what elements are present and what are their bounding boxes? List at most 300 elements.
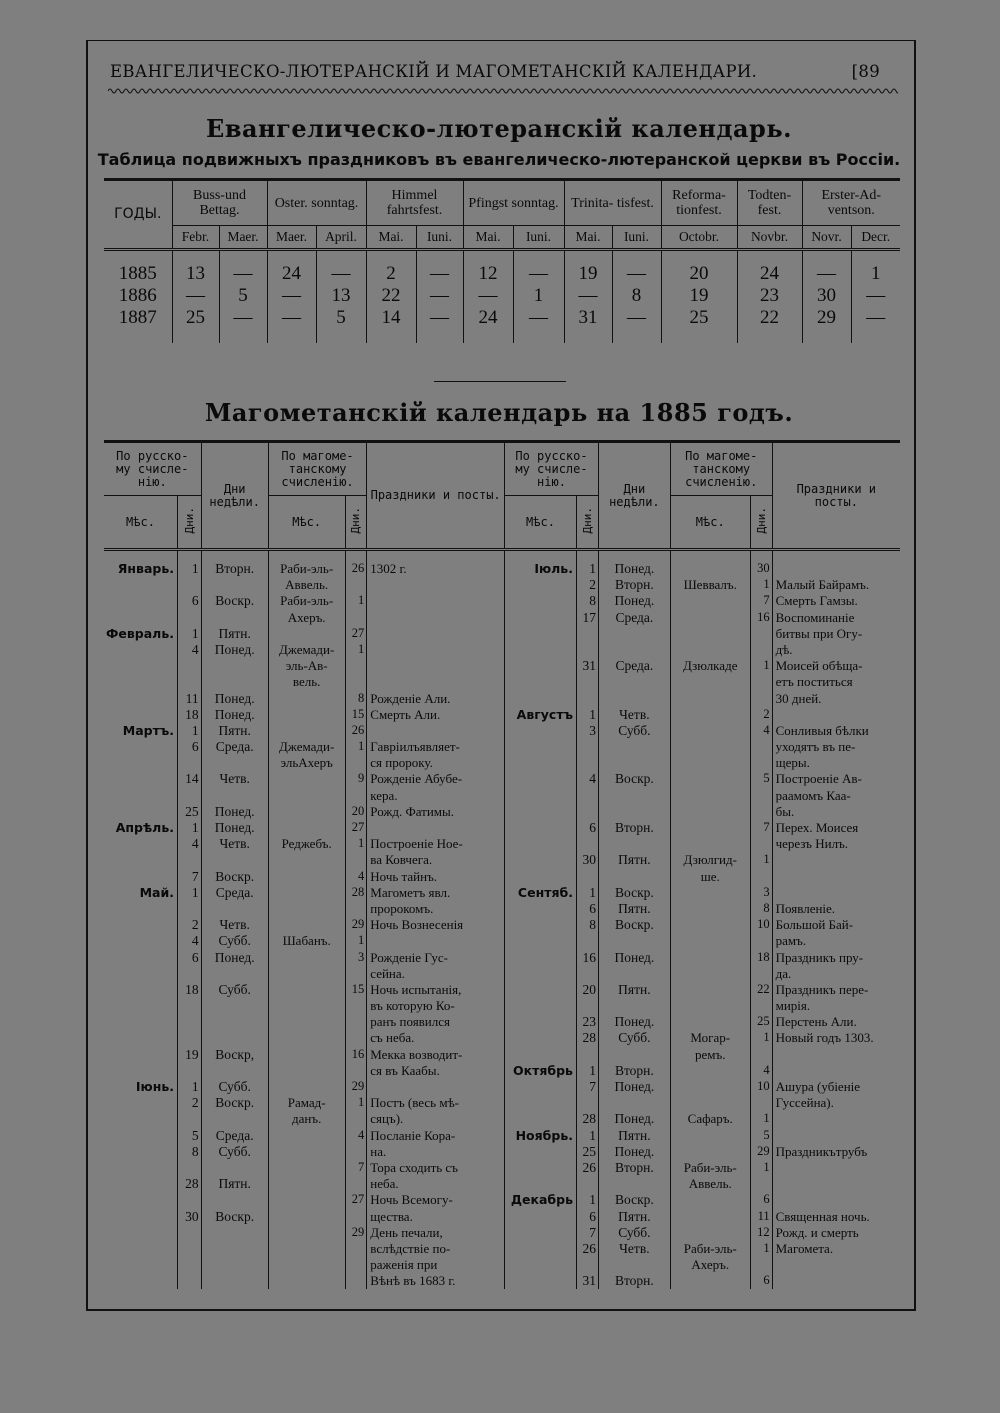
weekday-cell: Воскр. (201, 869, 268, 885)
calendar-row (505, 723, 901, 739)
muslim-day-cell (750, 674, 772, 690)
feast-cell: мирія. (772, 998, 900, 1014)
feast-cell: Постъ (весь мѣ- (367, 1095, 504, 1111)
date-cell: 2 (366, 263, 416, 285)
muslim-month-cell: Раби-эль- (268, 593, 345, 609)
muslim-day-cell: 1 (345, 836, 367, 852)
russian-month-cell (505, 642, 577, 658)
muslim-day-cell: 16 (345, 1047, 367, 1063)
weekday-cell (201, 610, 268, 626)
feast-cell: Ночь Всемогу- (367, 1192, 504, 1208)
russian-month-cell (104, 788, 177, 804)
year-row (104, 307, 900, 329)
feast-cell: дѣ. (772, 642, 900, 658)
russian-day-cell (576, 755, 598, 771)
year-row (104, 263, 900, 285)
russian-month-cell (104, 1176, 177, 1192)
russian-day-cell (576, 869, 598, 885)
russian-month-cell (104, 950, 177, 966)
weekday-cell (201, 788, 268, 804)
weekday-cell (598, 933, 670, 949)
russian-day-cell (576, 642, 598, 658)
russian-month-cell (505, 674, 577, 690)
calendar-row (505, 966, 901, 982)
calendar-row (505, 836, 901, 852)
feast-group-header: Erster-Ad- ventson. (802, 180, 900, 226)
feast-cell: Праздникъ пру- (772, 950, 900, 966)
russian-month-cell (505, 950, 577, 966)
russian-month-cell (505, 1030, 577, 1046)
muslim-month-cell (670, 933, 750, 949)
russian-day-cell: 19 (177, 1047, 201, 1063)
calendar-row (505, 901, 901, 917)
muslim-month-cell (268, 1014, 345, 1030)
muslim-month-cell (268, 852, 345, 868)
muslim-month-cell (268, 966, 345, 982)
calendar-row (505, 1257, 901, 1273)
muslim-month-cell: вель. (268, 674, 345, 690)
weekday-cell: Субб. (201, 933, 268, 949)
russian-month-cell (104, 917, 177, 933)
date-cell: 13 (316, 285, 366, 307)
muslim-month-cell: Аввель. (268, 577, 345, 593)
feast-cell: Появленіе. (772, 901, 900, 917)
russian-month-cell: Февраль. (106, 625, 174, 641)
russian-month-cell (104, 901, 177, 917)
muslim-month-cell (268, 1241, 345, 1257)
muslim-month-cell: Джемади- (268, 739, 345, 755)
muslim-month-cell: Дзюлгид- (670, 852, 750, 868)
calendar-row (505, 1128, 901, 1144)
calendar-row (505, 1241, 901, 1257)
russian-month-cell (104, 1014, 177, 1030)
feast-cell (772, 869, 900, 885)
calendar-row (104, 804, 504, 820)
weekday-cell (598, 674, 670, 690)
weekday-cell (598, 1257, 670, 1273)
header-days: Дни. (345, 496, 367, 550)
calendar-row (505, 1273, 901, 1289)
russian-month-cell (104, 869, 177, 885)
russian-day-cell: 1 (576, 1128, 598, 1144)
russian-day-cell (576, 1047, 598, 1063)
muslim-month-cell (670, 1095, 750, 1111)
weekday-cell (598, 755, 670, 771)
calendar-row (505, 998, 901, 1014)
weekday-cell (598, 1047, 670, 1063)
muslim-month-cell (670, 1063, 750, 1079)
weekday-cell: Среда. (598, 658, 670, 674)
calendar-row (505, 1095, 901, 1111)
muslim-day-cell (750, 998, 772, 1014)
muslim-day-cell: 20 (345, 804, 367, 820)
muslim-month-cell (268, 1209, 345, 1225)
russian-month-cell (505, 804, 577, 820)
muslim-month-cell (670, 885, 750, 901)
muslim-day-cell: 29 (345, 1225, 367, 1241)
russian-month-cell (104, 1209, 177, 1225)
calendar-row (505, 1209, 901, 1225)
feast-cell: 30 дней. (772, 691, 900, 707)
muslim-day-cell (750, 788, 772, 804)
muslim-day-cell (345, 1273, 367, 1289)
calendar-row (505, 577, 901, 593)
date-cell: — (219, 307, 267, 329)
weekday-cell: Четв. (598, 707, 670, 723)
russian-month-cell (505, 1111, 577, 1127)
muslim-month-cell (268, 820, 345, 836)
weekday-cell (598, 966, 670, 982)
date-cell: 12 (463, 263, 513, 285)
russian-day-cell: 17 (576, 610, 598, 626)
month-header: Mai. (463, 226, 513, 250)
weekday-cell (598, 836, 670, 852)
month-header: Mai. (564, 226, 612, 250)
muslim-day-cell: 6 (750, 1273, 772, 1289)
russian-month-cell (104, 755, 177, 771)
calendar-row (104, 1144, 504, 1160)
russian-month-cell (104, 707, 177, 723)
calendar-row (104, 1241, 504, 1257)
muslim-month-cell (670, 691, 750, 707)
header-muslim-count: По магоме- танскому счисленію. (670, 442, 772, 496)
calendar-row (505, 561, 901, 577)
running-head-title: ЕВАНГЕЛИЧЕСКО-ЛЮТЕРАНСКІЙ И МАГОМЕТАНСКІЙ КАЛЕНДАРИ. (110, 62, 758, 81)
month-header: Iuni. (612, 226, 661, 250)
russian-day-cell (177, 1063, 201, 1079)
weekday-cell: Четв. (201, 771, 268, 787)
feast-cell (367, 593, 504, 609)
russian-day-cell (177, 966, 201, 982)
russian-day-cell (576, 1095, 598, 1111)
russian-day-cell: 7 (576, 1079, 598, 1095)
russian-month-cell (505, 577, 577, 593)
russian-day-cell: 3 (576, 723, 598, 739)
header-muslim-count: По магоме- танскому счисленію. (268, 442, 367, 496)
muslim-month-cell (268, 804, 345, 820)
russian-day-cell: 6 (576, 901, 598, 917)
calendar-row (505, 885, 901, 901)
feast-cell: щеры. (772, 755, 900, 771)
muslim-day-cell (750, 804, 772, 820)
feast-group-header: Todten- fest. (737, 180, 802, 226)
muslim-month-cell (268, 917, 345, 933)
weekday-cell (201, 658, 268, 674)
russian-day-cell: 8 (177, 1144, 201, 1160)
muslim-day-cell (345, 1144, 367, 1160)
russian-month-cell (505, 933, 577, 949)
muslim-month-cell: эль-Ав- (268, 658, 345, 674)
feast-cell: Вѣнѣ въ 1683 г. (367, 1273, 504, 1289)
russian-month-cell (505, 593, 577, 609)
muslim-day-cell: 1 (750, 1030, 772, 1046)
russian-month-cell (505, 998, 577, 1014)
weekday-cell: Понед. (201, 707, 268, 723)
muslim-day-cell (750, 1257, 772, 1273)
russian-day-cell (576, 739, 598, 755)
russian-month-cell: Декабрь (505, 1192, 577, 1208)
russian-month-cell (505, 610, 577, 626)
feast-cell (772, 1111, 900, 1127)
muslim-month-cell: Ахеръ. (268, 610, 345, 626)
muslim-month-cell (268, 1079, 345, 1095)
russian-day-cell (177, 998, 201, 1014)
feast-cell: Рожденіе Гус- (367, 950, 504, 966)
russian-day-cell (576, 674, 598, 690)
muslim-month-cell (670, 966, 750, 982)
feast-cell: Рожденіе Абубе- (367, 771, 504, 787)
russian-month-cell (104, 1192, 177, 1208)
muslim-month-cell (670, 917, 750, 933)
muslim-day-cell: 18 (750, 950, 772, 966)
feast-cell: битвы при Огу- (772, 626, 900, 642)
muslim-day-cell: 8 (750, 901, 772, 917)
russian-month-cell (104, 1241, 177, 1257)
date-cell: — (416, 285, 463, 307)
calendar-row (505, 707, 901, 723)
feast-cell: на. (367, 1144, 504, 1160)
russian-month-cell (104, 691, 177, 707)
russian-month-cell (505, 1209, 577, 1225)
muslim-month-cell (268, 885, 345, 901)
russian-month-cell (505, 626, 577, 642)
calendar-row (505, 788, 901, 804)
calendar-row (104, 917, 504, 933)
header-weekday: Дни недѣли. (598, 442, 670, 550)
feast-cell: Магометъ явл. (367, 885, 504, 901)
weekday-cell: Четв. (598, 1241, 670, 1257)
feast-group-header: Reforma- tionfest. (661, 180, 737, 226)
month-header: Maer. (219, 226, 267, 250)
muslim-day-cell: 12 (750, 1225, 772, 1241)
muslim-day-cell: 1 (750, 1241, 772, 1257)
date-cell: — (513, 263, 564, 285)
weekday-cell: Пятн. (598, 1128, 670, 1144)
calendar-row (104, 966, 504, 982)
date-cell: — (267, 285, 316, 307)
wavy-rule (108, 86, 898, 96)
muslim-day-cell: 26 (345, 561, 367, 577)
weekday-cell (598, 804, 670, 820)
russian-day-cell: 1 (177, 1079, 201, 1095)
muslim-day-cell: 1 (750, 577, 772, 593)
russian-day-cell (576, 804, 598, 820)
feast-cell: Праздникъ пере- (772, 982, 900, 998)
russian-month-cell (505, 901, 577, 917)
calendar-row (104, 1225, 504, 1241)
month-header: Iuni. (513, 226, 564, 250)
muslim-month-cell (670, 788, 750, 804)
russian-day-cell: 6 (576, 1209, 598, 1225)
feast-cell (367, 723, 504, 739)
muslim-day-cell: 5 (750, 771, 772, 787)
calendar-row (505, 804, 901, 820)
muslim-day-cell (345, 1241, 367, 1257)
weekday-cell: Вторн. (201, 561, 268, 577)
feast-cell: Перех. Моисея (772, 820, 900, 836)
weekday-cell: Понед. (201, 642, 268, 658)
header-month: Мѣс. (505, 496, 577, 550)
muslim-day-cell (750, 1095, 772, 1111)
muslim-month-cell: Сафаръ. (670, 1111, 750, 1127)
date-cell: — (219, 263, 267, 285)
calendar-row (104, 755, 504, 771)
russian-month-cell: Іюль. (505, 561, 577, 577)
russian-month-cell (505, 755, 577, 771)
russian-month-cell (104, 1063, 177, 1079)
russian-month-cell (104, 658, 177, 674)
russian-month-cell (505, 1144, 577, 1160)
russian-day-cell: 1 (177, 723, 201, 739)
muslim-day-cell: 7 (345, 1160, 367, 1176)
feast-cell: Рожд. Фатимы. (367, 804, 504, 820)
muslim-day-cell: 1 (345, 933, 367, 949)
muslim-day-cell (750, 1047, 772, 1063)
muslim-day-cell: 15 (345, 982, 367, 998)
muslim-month-cell (268, 1225, 345, 1241)
russian-day-cell (177, 1160, 201, 1176)
muslim-month-cell (670, 901, 750, 917)
weekday-cell (201, 674, 268, 690)
weekday-cell: Субб. (201, 1079, 268, 1095)
date-cell: 25 (661, 307, 737, 329)
header-days: Дни. (750, 496, 772, 550)
weekday-cell: Воскр, (201, 1047, 268, 1063)
muslim-month-cell (670, 1209, 750, 1225)
calendar-row (104, 788, 504, 804)
russian-day-cell: 26 (576, 1160, 598, 1176)
feast-cell: Сонливыя бѣлки (772, 723, 900, 739)
muslim-day-cell (345, 788, 367, 804)
date-cell: 19 (661, 285, 737, 307)
date-cell: 22 (737, 307, 802, 329)
muslim-day-cell (345, 1030, 367, 1046)
calendar-row (505, 1225, 901, 1241)
weekday-cell (598, 869, 670, 885)
year-cell: 1886 (118, 285, 157, 306)
feast-cell: Гуссейна). (772, 1095, 900, 1111)
russian-month-cell (505, 917, 577, 933)
calendar-row (104, 836, 504, 852)
russian-day-cell: 1 (576, 1192, 598, 1208)
russian-day-cell: 2 (177, 917, 201, 933)
russian-month-cell (505, 723, 577, 739)
weekday-cell: Вторн. (598, 1273, 670, 1289)
muslim-month-cell: Рамад- (268, 1095, 345, 1111)
feast-cell: етъ поститься (772, 674, 900, 690)
muslim-month-cell: Аввель. (670, 1176, 750, 1192)
year-row (104, 285, 900, 307)
muslim-day-cell (750, 626, 772, 642)
calendar-row (104, 852, 504, 868)
date-cell: 14 (366, 307, 416, 329)
calendar-row (104, 1111, 504, 1127)
weekday-cell: Понед. (598, 561, 670, 577)
date-cell: 8 (612, 285, 661, 307)
muslim-month-cell (268, 950, 345, 966)
weekday-cell (201, 901, 268, 917)
muslim-day-cell: 4 (345, 1128, 367, 1144)
muslim-day-cell (750, 691, 772, 707)
muslim-day-cell: 1 (345, 642, 367, 658)
muslim-month-cell (268, 1273, 345, 1289)
weekday-cell: Среда. (598, 610, 670, 626)
muslim-month-cell (268, 982, 345, 998)
calendar-row (104, 820, 504, 836)
calendar-row (104, 610, 504, 626)
calendar-row (104, 1095, 504, 1111)
feast-cell: ва Ковчега. (367, 852, 504, 868)
muslim-day-cell (345, 1257, 367, 1273)
russian-day-cell (576, 1257, 598, 1273)
russian-month-cell (104, 836, 177, 852)
russian-day-cell: 6 (177, 593, 201, 609)
date-cell: — (463, 285, 513, 307)
feast-cell: Праздникътрубъ (772, 1144, 900, 1160)
russian-day-cell (177, 1014, 201, 1030)
feast-cell: раамомъ Каа- (772, 788, 900, 804)
date-cell: — (267, 307, 316, 329)
muslim-month-cell: Раби-эль- (670, 1160, 750, 1176)
muslim-month-cell (670, 626, 750, 642)
muslim-month-cell (670, 1144, 750, 1160)
muslim-day-cell (750, 1176, 772, 1192)
russian-month-cell (104, 1047, 177, 1063)
muslim-month-cell (268, 1030, 345, 1046)
russian-month-cell (104, 593, 177, 609)
russian-day-cell: 31 (576, 658, 598, 674)
feast-cell (367, 820, 504, 836)
calendar-row (505, 642, 901, 658)
russian-day-cell: 4 (177, 836, 201, 852)
feast-cell: Тора сходить съ (367, 1160, 504, 1176)
weekday-cell: Среда. (201, 739, 268, 755)
header-russian-count: По русско- му счисле- нію. (505, 442, 599, 496)
calendar-row (505, 917, 901, 933)
russian-day-cell (177, 1257, 201, 1273)
calendar-row (104, 1014, 504, 1030)
weekday-cell (201, 1273, 268, 1289)
feast-cell (772, 1047, 900, 1063)
muslim-day-cell: 16 (750, 610, 772, 626)
muslim-day-cell (345, 610, 367, 626)
russian-month-cell (505, 1095, 577, 1111)
russian-day-cell: 4 (576, 771, 598, 787)
weekday-cell: Четв. (201, 917, 268, 933)
calendar-row (505, 950, 901, 966)
feast-cell (367, 1079, 504, 1095)
muslim-month-cell (670, 1079, 750, 1095)
muslim-month-cell (268, 626, 345, 642)
weekday-cell (201, 998, 268, 1014)
weekday-cell: Среда. (201, 885, 268, 901)
feast-cell: пророкомъ. (367, 901, 504, 917)
muslim-month-cell: Шабанъ. (268, 933, 345, 949)
calendar-row (104, 1128, 504, 1144)
muslim-month-cell (268, 1063, 345, 1079)
muslim-day-cell: 29 (345, 917, 367, 933)
russian-month-cell (104, 610, 177, 626)
feast-cell (772, 1257, 900, 1273)
calendar-row (505, 1144, 901, 1160)
feast-cell (367, 610, 504, 626)
feast-cell: День печали, (367, 1225, 504, 1241)
weekday-cell: Воскр. (598, 1192, 670, 1208)
weekday-cell: Понед. (598, 593, 670, 609)
feast-cell: Построеніе Ав- (772, 771, 900, 787)
russian-day-cell: 18 (177, 707, 201, 723)
russian-day-cell (177, 901, 201, 917)
